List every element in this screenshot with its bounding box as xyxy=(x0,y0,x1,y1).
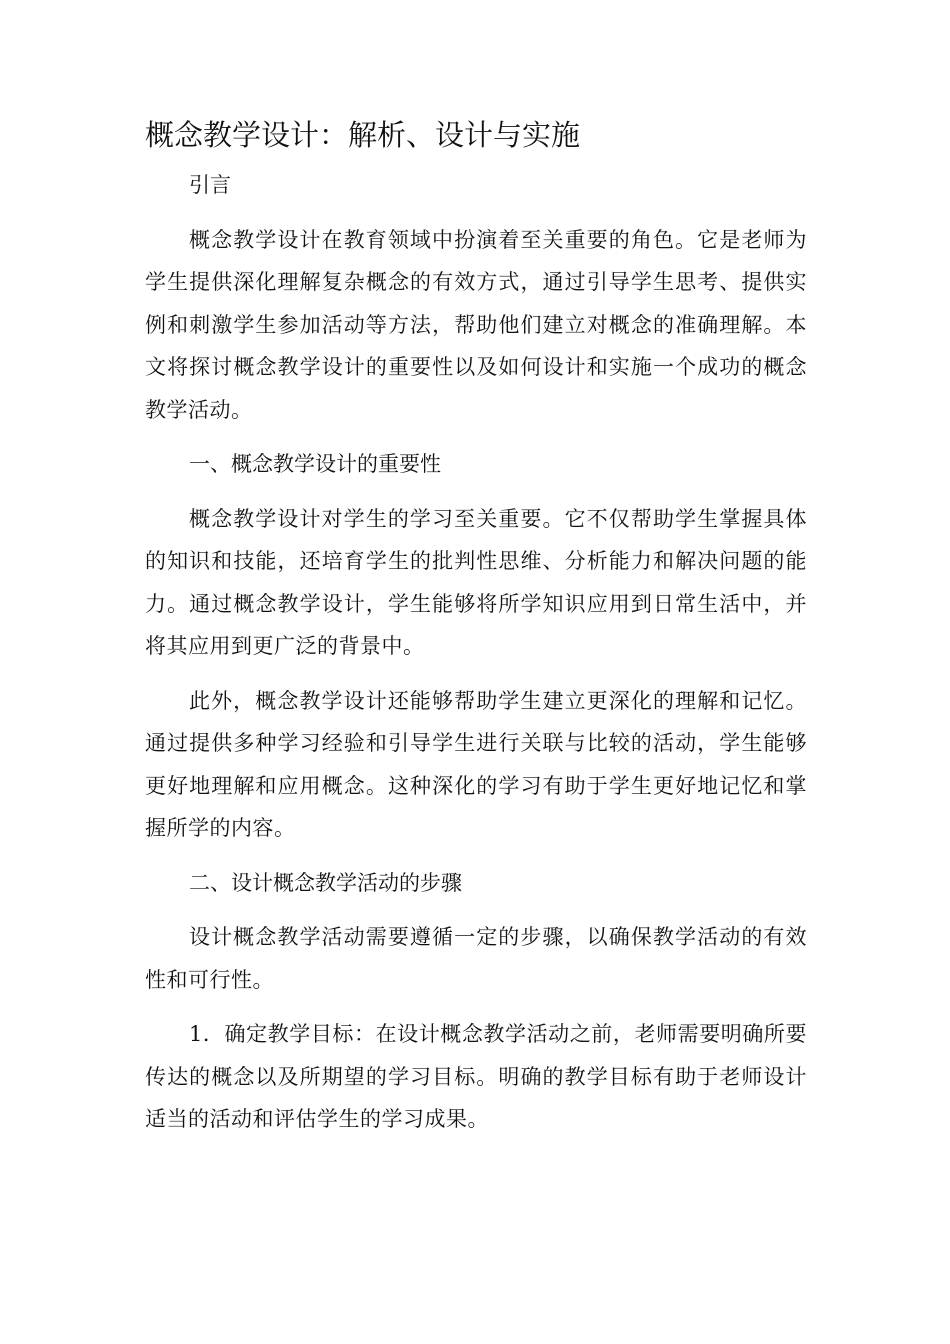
intro-heading: 引言 xyxy=(189,173,231,197)
section2-heading: 二、设计概念教学活动的步骤 xyxy=(189,870,462,895)
document-body xyxy=(145,112,807,1153)
step1-paragraph: 1．确定教学目标：在设计概念教学活动之前，老师需要明确所要传达的概念以及所期望的学习目标。明确的教学目标有助于老师设计适当的活动和评估学生的学习成果。 xyxy=(145,1022,807,1131)
section1-paragraph2: 此外，概念教学设计还能够帮助学生建立更深化的理解和记忆。通过提供多种学习经验和引导学生进行关联与比较的活动，学生能够更好地理解和应用概念。这种深化的学习有助于学生更好地记忆和掌握所学的内容。 xyxy=(145,688,807,840)
intro-paragraph: 概念教学设计在教育领域中扮演着至关重要的角色。它是老师为学生提供深化理解复杂概念的有效方式，通过引导学生思考、提供实例和刺激学生参加活动等方法，帮助他们建立对概念的准确理解。本文将探讨概念教学设计的重要性以及如何设计和实施一个成功的概念教学活动。 xyxy=(145,227,807,422)
section1-paragraph1: 概念教学设计对学生的学习至关重要。它不仅帮助学生掌握具体的知识和技能，还培育学生的批判性思维、分析能力和解决问题的能力。通过概念教学设计，学生能够将所学知识应用到日常生活中，并将其应用到更广泛的背景中。 xyxy=(145,506,807,658)
section2-paragraph1: 设计概念教学活动需要遵循一定的步骤，以确保教学活动的有效性和可行性。 xyxy=(145,925,807,992)
section1-heading: 一、概念教学设计的重要性 xyxy=(189,452,441,476)
document-title: 概念教学设计：解析、设计与实施 xyxy=(145,118,581,152)
